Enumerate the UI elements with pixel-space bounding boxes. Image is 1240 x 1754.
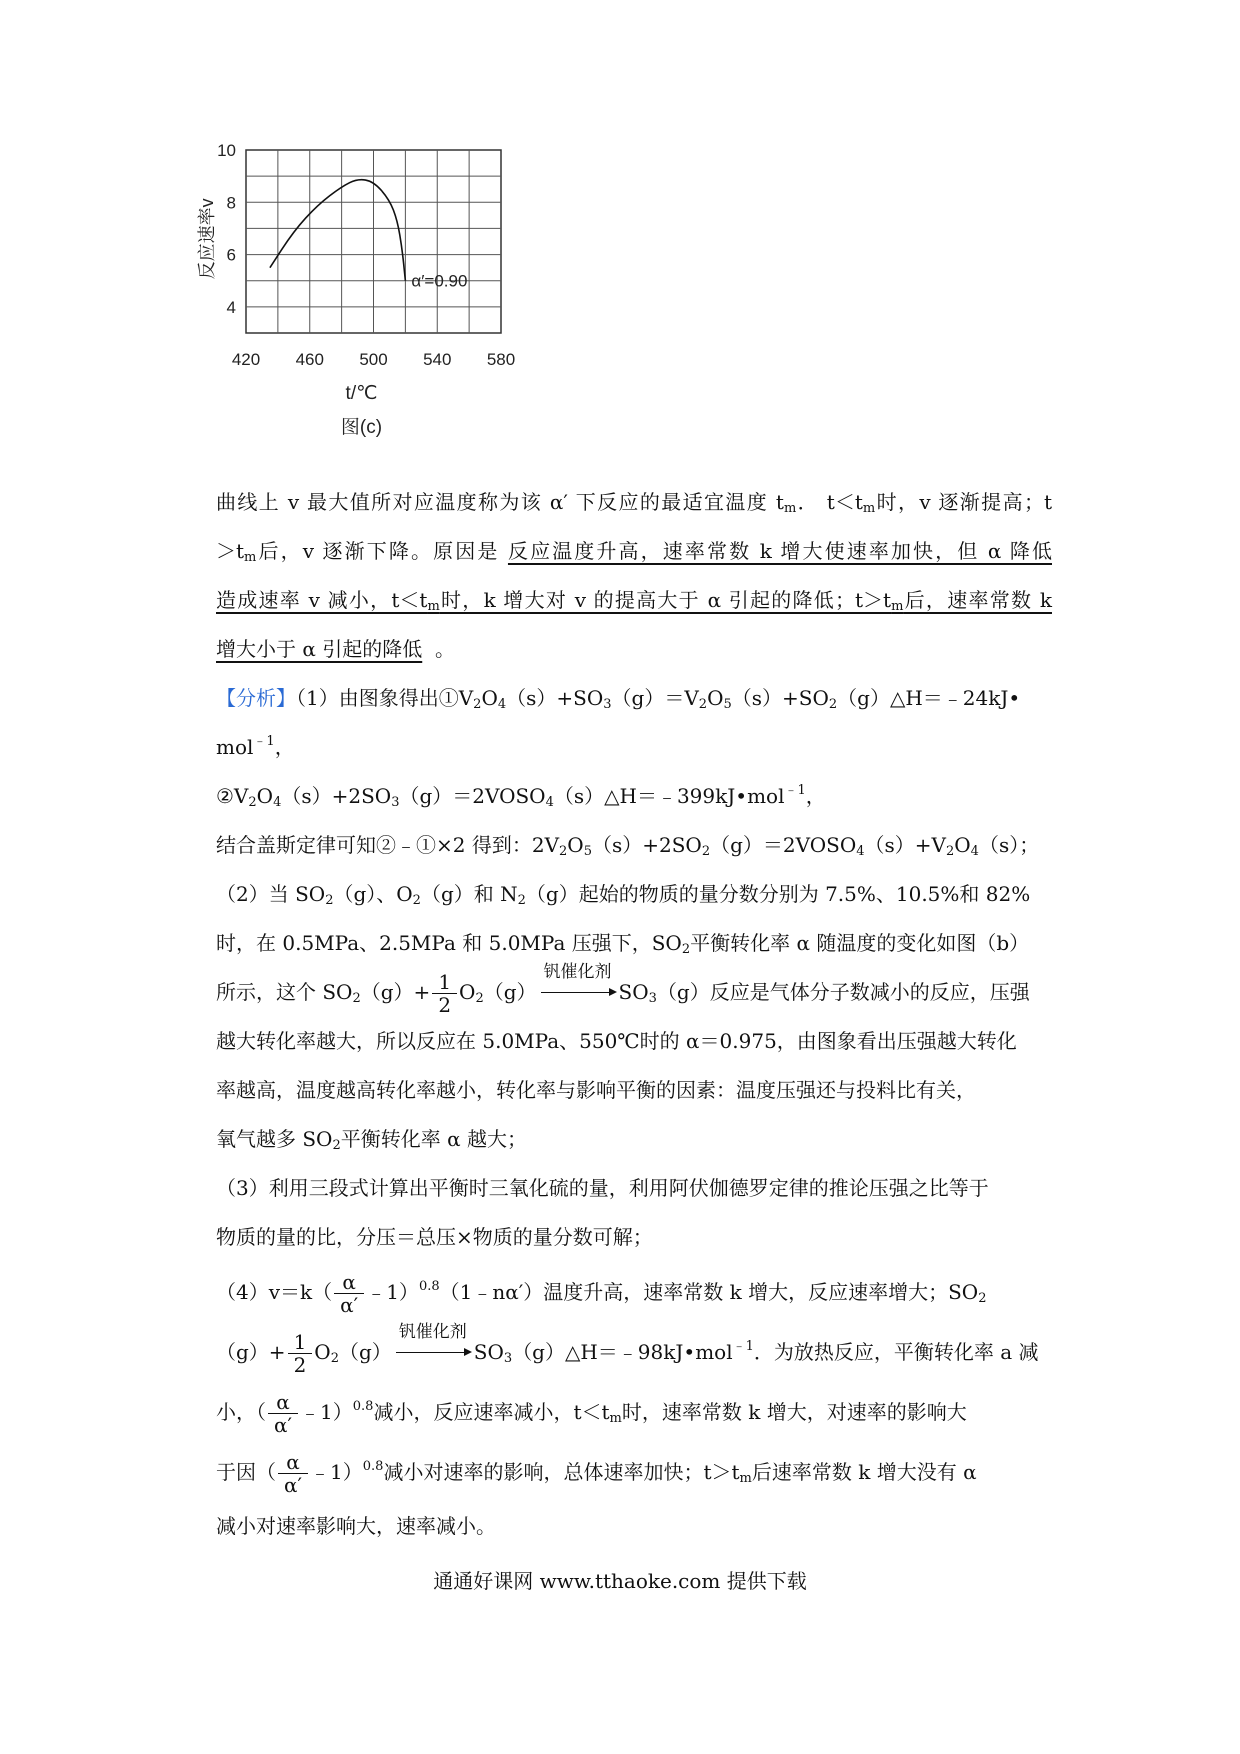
chart-caption: 图(c) — [340, 417, 383, 438]
text-line: （2）当 $SO_2(g)$、$O_2(g)$和 $N_2(g)$起始的物质的量分数分别为 7.5%、10.5%和 82% — [216, 882, 1031, 908]
chart-svg — [190, 141, 590, 480]
answer-body — [216, 478, 1052, 1551]
answer-underline: 增大小于 α 引起的降低 — [216, 637, 423, 661]
text-line: 曲线上 v 最大值所对应温度称为该 α′ 下反应的最适宜温度 $t_m$． $t<t_m$时，v 逐渐提高；t — [216, 490, 1052, 516]
text-line: 增大小于 α 引起的降低 。 — [216, 637, 455, 661]
text-line: （g）+ $\frac{1}{2}$ $O_2(g)$ 钒催化剂 $SO_3(g)\triangle H=﹣98kJ•mol^{﹣1}$．为放热反应，平衡转化率 a 减 — [216, 1322, 1039, 1377]
text-line: 于因（ $\frac{\alpha}{\alpha'}$ ﹣1）$^{0.8}$减小对速率的影响，总体速率加快；$t>t_m$后速率常数 k 增大没有 α — [216, 1450, 977, 1497]
x-tick-label: 540 — [423, 350, 452, 369]
y-tick-label: 6 — [226, 245, 236, 265]
text-line: 时，在 0.5MPa、2.5MPa 和 5.0MPa 压强下，$SO_2$平衡转化率 α 随温度的变化如图（b） — [216, 931, 1030, 957]
text-line: 率越高，温度越高转化率越小，转化率与影响平衡的因素：温度压强还与投料比有关， — [216, 1078, 976, 1102]
answer-underline: 造成速率 v 减小，$t<t_m$时，k 增大对 v 的提高大于 α 引起的降低；$t>t_m$后，速率常数 k — [216, 588, 1052, 614]
curve-annotation: α′=0.90 — [411, 271, 468, 291]
x-tick-label: 500 — [359, 350, 388, 369]
fraction-half: $\frac{1}{2}$ — [288, 1331, 313, 1376]
x-tick-label: 580 — [486, 350, 516, 369]
analysis-line: 【分析】（1）由图象得出$①V_2O_4(s)+SO_3(g)=V_2O_5(s)+SO_2(g)\triangle H=﹣24kJ•$ — [216, 686, 1021, 712]
catalyst-arrow: 钒催化剂 — [539, 977, 617, 1001]
x-axis-label: t/℃ — [345, 383, 378, 404]
reaction-rate-chart — [190, 141, 590, 480]
text-line: 结合盖斯定律可知②﹣①×2 得到：$2V_2O_5(s)+2SO_2(g)=2VOSO_4(s)+V_2O_4(s)$； — [216, 833, 1040, 859]
x-tick-label: 460 — [295, 350, 324, 369]
text-line: $>t_m$后，v 逐渐下降。原因是 反应温度升高，速率常数 k 增大使速率加快，但 α 降低 — [216, 539, 1052, 565]
text-line: $②V_2O_4(s)+2SO_3(g)=2VOSO_4(s)\triangle H=﹣399kJ•mol^{﹣1}$， — [216, 783, 826, 810]
analysis-tag: 【分析】 — [216, 686, 296, 710]
text-line: mol$^{﹣1}$， — [216, 734, 295, 759]
text-line: 减小对速率影响大，速率减小。 — [216, 1514, 496, 1538]
text-line: （3）利用三段式计算出平衡时三氧化硫的量，利用阿伏伽德罗定律的推论压强之比等于 — [216, 1176, 989, 1200]
x-tick-label: 420 — [231, 350, 261, 369]
fraction-alpha: $\frac{\alpha}{\alpha'}$ — [278, 1451, 308, 1496]
text-line: 物质的量的比，分压＝总压×物质的量分数可解； — [216, 1225, 653, 1249]
text-line: 小，（ $\frac{\alpha}{\alpha'}$ ﹣1）$^{0.8}$减小，反应速率减小，$t<t_m$时，速率常数 k 增大，对速率的影响大 — [216, 1390, 967, 1437]
y-tick-label: 10 — [217, 141, 236, 160]
fraction-alpha: $\frac{\alpha}{\alpha'}$ — [334, 1271, 364, 1316]
fraction-half: $\frac{1}{2}$ — [432, 971, 457, 1016]
text-line: 氧气越多 $SO_2$平衡转化率 α 越大； — [216, 1127, 527, 1153]
page-footer: 通通好课网 www.tthaoke.com 提供下载 — [433, 1569, 807, 1593]
text-line — [216, 576, 1052, 625]
y-tick-label: 4 — [226, 297, 236, 317]
text-line: 所示，这个 $SO_2(g)+$ $\frac{1}{2}$ $O_2(g)$ 钒催化剂 $SO_3(g)$反应是气体分子数减小的反应，压强 — [216, 962, 1030, 1017]
y-axis-label: 反应速率v — [197, 198, 217, 280]
text-line: 越大转化率越大，所以反应在 5.0MPa、550℃时的 α＝0.975，由图象看出压强越大转化 — [216, 1029, 1017, 1053]
catalyst-arrow: 钒催化剂 — [394, 1337, 472, 1361]
text-line: （4）v＝k（ $\frac{\alpha}{\alpha'}$ ﹣1）$^{0.8}$（1﹣nα′）温度升高，速率常数 k 增大，反应速率增大；$SO_2$ — [216, 1270, 987, 1317]
series-line — [270, 180, 405, 281]
fraction-alpha: $\frac{\alpha}{\alpha'}$ — [268, 1391, 298, 1436]
y-tick-label: 8 — [226, 193, 236, 213]
answer-underline: 反应温度升高，速率常数 k 增大使速率加快，但 α 降低 — [507, 539, 1052, 563]
